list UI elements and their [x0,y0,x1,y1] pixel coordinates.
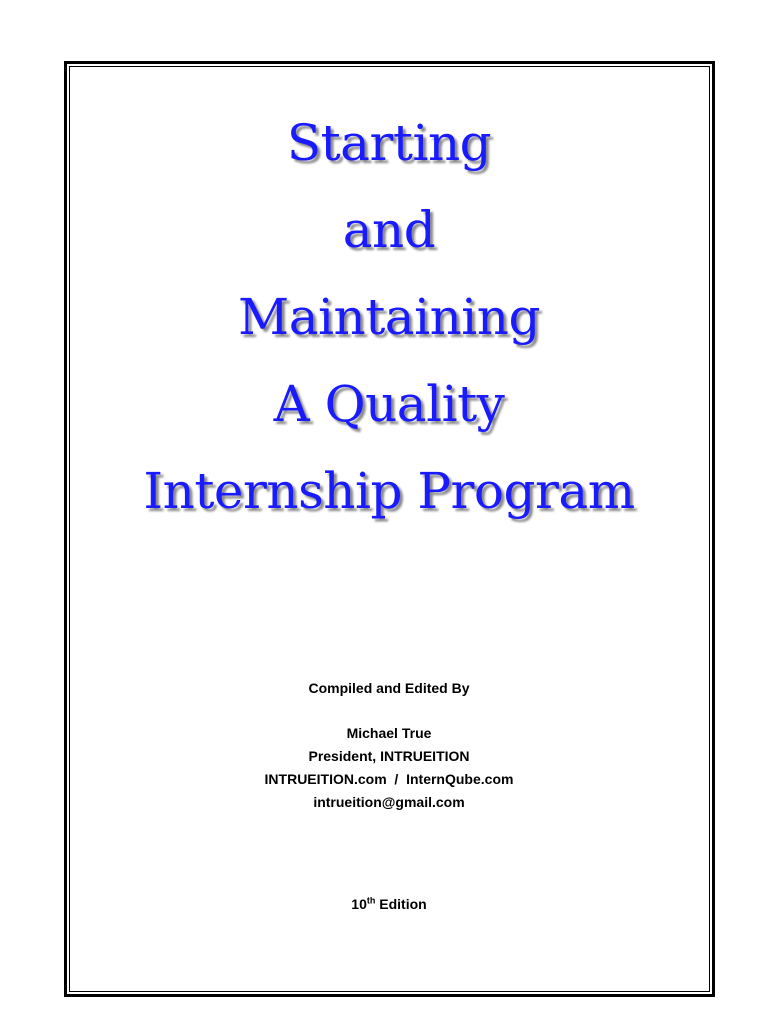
author-email: intrueition@gmail.com [313,794,465,810]
compiled-by-label: Compiled and Edited By [308,680,470,696]
edition-number: 10 [351,896,367,912]
title-line-5: Internship Program [143,462,635,520]
edition-label [69,896,709,912]
title-line-3: Maintaining [238,288,540,346]
author-role: President, INTRUEITION [308,748,470,764]
title-line-4: A Quality [273,375,505,433]
credits-block [69,676,709,814]
author-name: Michael True [346,725,432,741]
edition-text: Edition [375,896,427,912]
author-websites: INTRUEITION.com / InternQube.com [264,771,514,787]
edition-suffix: th [366,895,376,906]
title-line-1: Starting [286,114,492,172]
title-line-2: and [342,201,436,259]
document-title [69,100,709,535]
